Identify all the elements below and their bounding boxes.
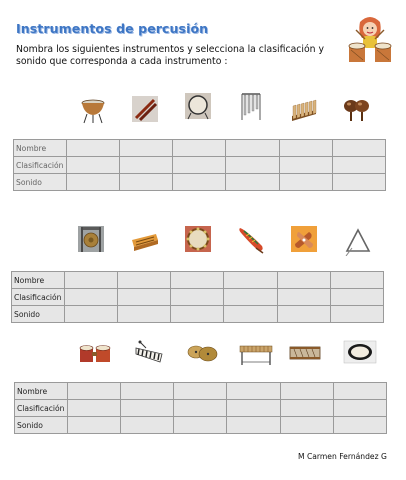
pandeiro-icon <box>343 340 377 364</box>
answer-table-1 <box>13 139 386 191</box>
row-label-clasificacion: Clasificación <box>12 289 65 306</box>
answer-cell[interactable] <box>118 289 171 306</box>
row-label-clasificacion: Clasificación <box>14 157 67 174</box>
table-row <box>14 174 386 191</box>
row-label-clasificacion: Clasificación <box>15 400 68 417</box>
gong-icon <box>76 224 106 254</box>
answer-cell[interactable] <box>171 272 224 289</box>
xylophone-icon <box>289 94 319 124</box>
guiro-icon <box>236 224 266 254</box>
maracas-icon <box>341 94 371 124</box>
triangle-icon <box>343 226 373 256</box>
chimes-icon <box>236 91 266 121</box>
bongos-icon <box>78 340 112 366</box>
answer-cell[interactable] <box>330 306 383 323</box>
answer-cell[interactable] <box>65 272 118 289</box>
answer-cell[interactable] <box>67 140 120 157</box>
answer-table-2 <box>11 271 384 323</box>
row-label-nombre: Nombre <box>15 383 68 400</box>
answer-cell[interactable] <box>333 400 386 417</box>
answer-cell[interactable] <box>227 400 280 417</box>
row-label-sonido: Sonido <box>15 417 68 434</box>
row-label-nombre: Nombre <box>14 140 67 157</box>
answer-cell[interactable] <box>280 383 333 400</box>
snare-drum-icon <box>288 343 322 363</box>
answer-cell[interactable] <box>120 157 173 174</box>
answer-cell[interactable] <box>227 417 280 434</box>
answer-cell[interactable] <box>332 140 385 157</box>
table-row <box>14 140 386 157</box>
answer-cell[interactable] <box>277 306 330 323</box>
answer-cell[interactable] <box>224 306 277 323</box>
timpani-icon <box>78 94 108 124</box>
answer-cell[interactable] <box>118 272 171 289</box>
answer-cell[interactable] <box>65 289 118 306</box>
answer-cell[interactable] <box>224 272 277 289</box>
answer-cell[interactable] <box>67 174 120 191</box>
answer-cell[interactable] <box>333 383 386 400</box>
worksheet-title: Instrumentos de percusión <box>16 21 209 36</box>
answer-cell[interactable] <box>118 306 171 323</box>
instruction-text: Nombra los siguientes instrumentos y selecciona la clasificación y sonido que corresponda a cada instrumento : <box>16 44 325 67</box>
bass-drum-icon <box>183 91 213 121</box>
tambourine-icon <box>183 224 213 254</box>
answer-cell[interactable] <box>173 140 226 157</box>
castanets-icon <box>289 224 319 254</box>
answer-cell[interactable] <box>68 400 121 417</box>
answer-cell[interactable] <box>173 157 226 174</box>
table-row <box>14 157 386 174</box>
table-row <box>15 383 387 400</box>
answer-cell[interactable] <box>330 272 383 289</box>
answer-cell[interactable] <box>332 174 385 191</box>
answer-cell[interactable] <box>279 140 332 157</box>
answer-cell[interactable] <box>277 289 330 306</box>
row-label-sonido: Sonido <box>12 306 65 323</box>
answer-cell[interactable] <box>121 400 174 417</box>
row-label-sonido: Sonido <box>14 174 67 191</box>
wood-block-icon <box>130 226 160 256</box>
answer-cell[interactable] <box>120 140 173 157</box>
row-label-nombre: Nombre <box>12 272 65 289</box>
answer-cell[interactable] <box>68 383 121 400</box>
answer-cell[interactable] <box>226 174 279 191</box>
answer-cell[interactable] <box>65 306 118 323</box>
answer-cell[interactable] <box>280 417 333 434</box>
answer-cell[interactable] <box>171 289 224 306</box>
answer-cell[interactable] <box>333 417 386 434</box>
claves-icon <box>130 94 160 124</box>
answer-cell[interactable] <box>121 383 174 400</box>
answer-cell[interactable] <box>67 157 120 174</box>
author-credit: M Carmen Fernández G <box>298 452 387 461</box>
answer-cell[interactable] <box>68 417 121 434</box>
answer-cell[interactable] <box>279 157 332 174</box>
answer-cell[interactable] <box>280 400 333 417</box>
answer-table-3 <box>14 382 387 434</box>
answer-cell[interactable] <box>174 417 227 434</box>
table-row <box>12 272 384 289</box>
answer-cell[interactable] <box>226 140 279 157</box>
table-row <box>12 289 384 306</box>
answer-cell[interactable] <box>227 383 280 400</box>
table-row <box>15 417 387 434</box>
answer-cell[interactable] <box>330 289 383 306</box>
answer-cell[interactable] <box>224 289 277 306</box>
answer-cell[interactable] <box>173 174 226 191</box>
answer-cell[interactable] <box>121 417 174 434</box>
vibraphone-icon <box>238 340 274 366</box>
drummer-girl-icon <box>346 12 394 66</box>
answer-cell[interactable] <box>277 272 330 289</box>
answer-cell[interactable] <box>332 157 385 174</box>
answer-cell[interactable] <box>120 174 173 191</box>
answer-cell[interactable] <box>171 306 224 323</box>
answer-cell[interactable] <box>226 157 279 174</box>
table-row <box>12 306 384 323</box>
answer-cell[interactable] <box>174 383 227 400</box>
metallophone-icon <box>134 340 166 366</box>
table-row <box>15 400 387 417</box>
answer-cell[interactable] <box>174 400 227 417</box>
answer-cell[interactable] <box>279 174 332 191</box>
cymbals-icon <box>186 340 218 366</box>
